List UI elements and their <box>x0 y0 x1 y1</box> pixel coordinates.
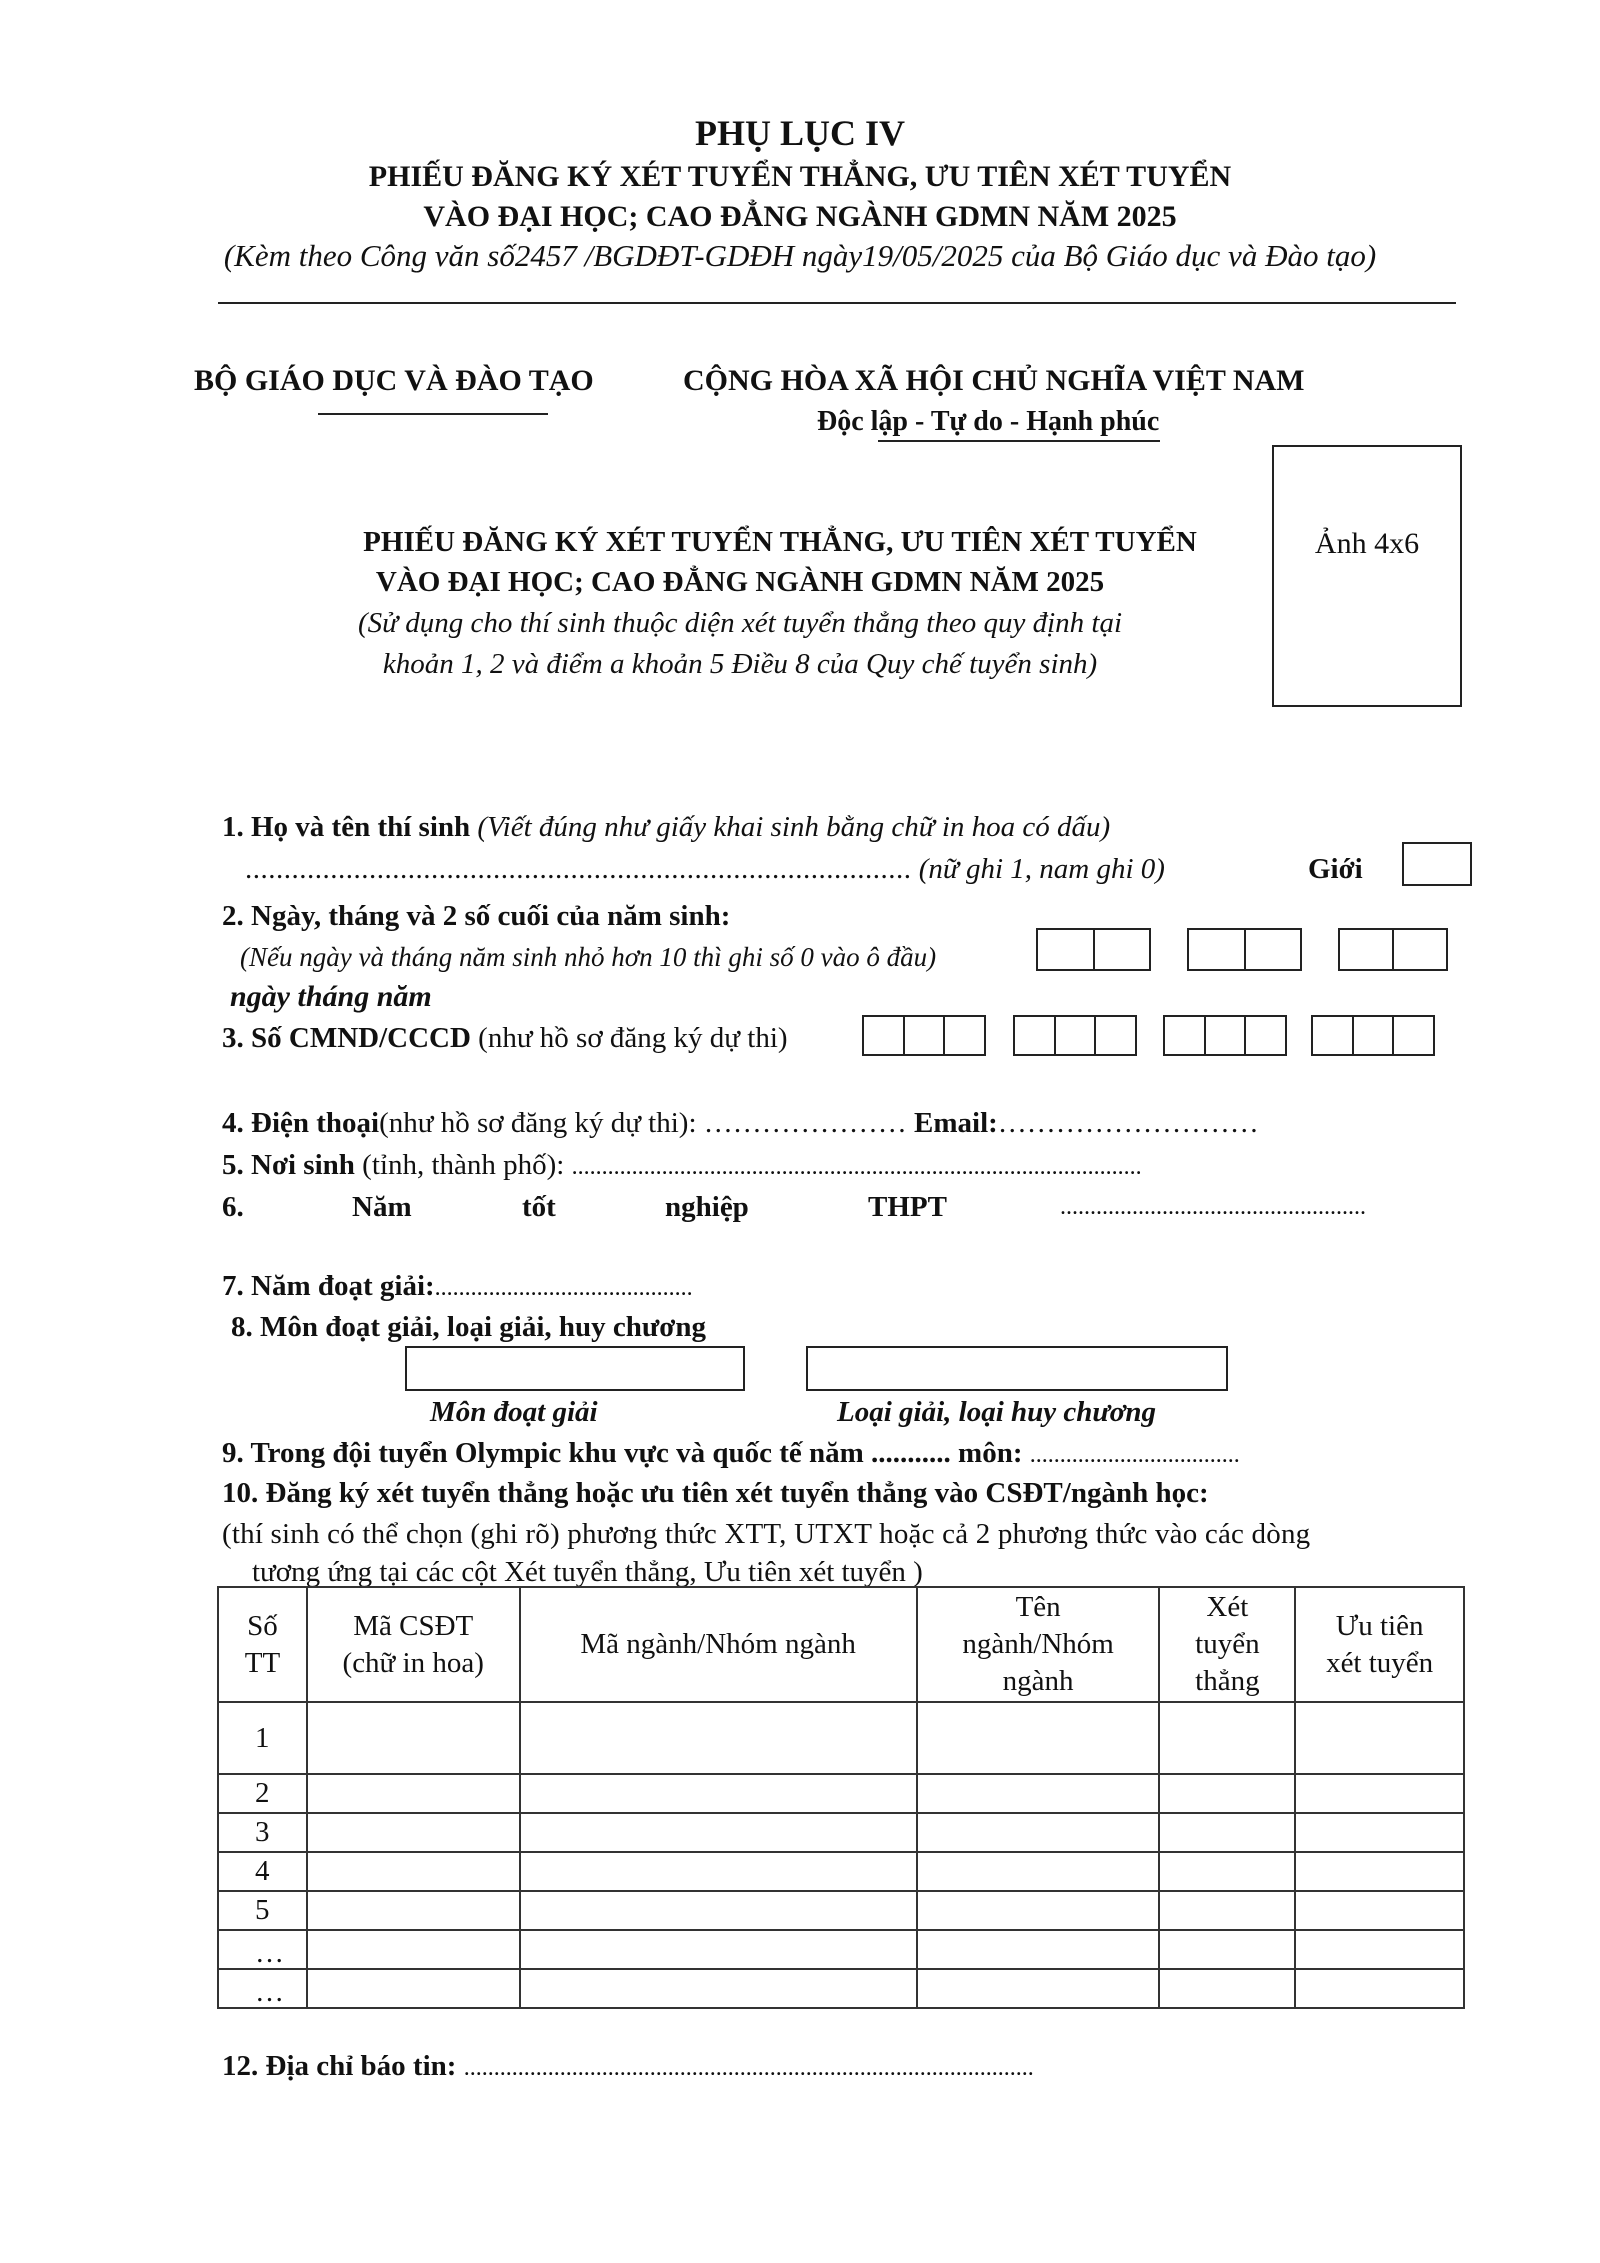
cell-direct-admission[interactable] <box>1159 1969 1295 2008</box>
ministry-underline <box>318 413 548 415</box>
field-4-label: 4. Điện thoại <box>222 1107 380 1139</box>
appendix-title: PHỤ LỤC IV <box>694 113 905 153</box>
gender-label: Giới <box>1308 853 1363 885</box>
table-row <box>218 1774 1464 1813</box>
cell-major-code[interactable] <box>520 1930 917 1969</box>
cell-direct-admission[interactable] <box>1159 1813 1295 1852</box>
field-6-number: 6. <box>222 1191 244 1223</box>
cell-major-name[interactable] <box>917 1813 1160 1852</box>
id-boxes-group-1[interactable] <box>862 1015 986 1056</box>
cell-major-code[interactable] <box>520 1852 917 1891</box>
cell-major-code[interactable] <box>520 1891 917 1930</box>
cell-priority-admission[interactable] <box>1295 1891 1464 1930</box>
cell-school-code[interactable] <box>307 1852 520 1891</box>
cell-direct-admission[interactable] <box>1159 1891 1295 1930</box>
gender-hint: (nữ ghi 1, nam ghi 0) <box>918 853 1165 885</box>
table-row <box>218 1813 1464 1852</box>
registration-table <box>217 1586 1465 2009</box>
cell-priority-admission[interactable] <box>1295 1852 1464 1891</box>
field-9-row <box>222 1437 1240 1470</box>
birth-day-boxes[interactable] <box>1036 928 1151 971</box>
cell-direct-admission[interactable] <box>1159 1774 1295 1813</box>
col-header-direct-admission: Xét tuyển thẳng <box>1159 1587 1295 1702</box>
olympic-year-input[interactable]: ........... <box>871 1437 951 1469</box>
field-5-label: 5. Nơi sinh <box>222 1149 355 1181</box>
award-year-input[interactable]: ........................................... <box>434 1275 693 1301</box>
notification-address-input[interactable]: ............................................................................................... <box>463 2055 1034 2081</box>
table-header-row <box>218 1587 1464 1702</box>
birthplace-input[interactable]: ............................................................................................... <box>571 1154 1142 1180</box>
table-row <box>218 1702 1464 1774</box>
field-6-word-1: Năm <box>352 1191 412 1223</box>
cell-school-code[interactable] <box>307 1969 520 2008</box>
appendix-reference: (Kèm theo Công văn số2457 /BGDĐT-GDĐH ngày19/05/2025 của Bộ Giáo dục và Đào tạo) <box>223 238 1377 273</box>
row-index: 3 <box>218 1813 307 1852</box>
col-header-major-name: Tên ngành/Nhóm ngành <box>917 1587 1160 1702</box>
row-index: 4 <box>218 1852 307 1891</box>
award-subject-caption: Môn đoạt giải <box>430 1396 598 1428</box>
field-2-label: 2. Ngày, tháng và 2 số cuối của năm sinh: <box>222 900 731 932</box>
cell-major-code[interactable] <box>520 1813 917 1852</box>
row-index: 2 <box>218 1774 307 1813</box>
row-index: … <box>218 1930 307 1969</box>
id-boxes-group-4[interactable] <box>1311 1015 1435 1056</box>
field-5-row <box>222 1149 1142 1182</box>
col-header-index: Số TT <box>218 1587 307 1702</box>
cell-school-code[interactable] <box>307 1774 520 1813</box>
email-input[interactable]: ……………………… <box>997 1107 1259 1139</box>
form-note-line2: khoản 1, 2 và điểm a khoản 5 Điều 8 của Quy chế tuyển sinh) <box>382 648 1098 680</box>
field-5-hint: (tỉnh, thành phố): <box>362 1149 565 1181</box>
republic-name: CỘNG HÒA XÃ HỘI CHỦ NGHĨA VIỆT NAM <box>683 364 1305 397</box>
field-4-hint: (như hồ sơ đăng ký dự thi): <box>379 1107 697 1139</box>
appendix-heading-line2: VÀO ĐẠI HỌC; CAO ĐẲNG NGÀNH GDMN NĂM 2025 <box>423 200 1177 233</box>
table-row <box>218 1891 1464 1930</box>
cell-direct-admission[interactable] <box>1159 1930 1295 1969</box>
field-1-input-row <box>245 853 1165 886</box>
cell-direct-admission[interactable] <box>1159 1852 1295 1891</box>
award-type-caption: Loại giải, loại huy chương <box>837 1396 1156 1428</box>
graduation-year-input[interactable]: ................................................... <box>1060 1194 1366 1220</box>
cell-major-name[interactable] <box>917 1774 1160 1813</box>
col-header-priority-admission: Ưu tiên xét tuyển <box>1295 1587 1464 1702</box>
field-10-note-line2: tương ứng tại các cột Xét tuyển thẳng, Ưu tiên xét tuyển ) <box>252 1556 923 1588</box>
table-row <box>218 1852 1464 1891</box>
award-subject-box[interactable] <box>405 1346 745 1391</box>
table-row <box>218 1969 1464 2008</box>
appendix-heading-line1: PHIẾU ĐĂNG KÝ XÉT TUYỂN THẲNG, ƯU TIÊN XÉT TUYỂN <box>368 160 1232 193</box>
photo-box[interactable] <box>1272 445 1462 707</box>
motto-underline <box>878 440 1160 442</box>
phone-input[interactable]: ………………… <box>703 1107 907 1139</box>
col-header-major-code: Mã ngành/Nhóm ngành <box>520 1587 917 1702</box>
field-1-row <box>222 811 1110 844</box>
field-12-row <box>222 2050 1034 2083</box>
row-index: 5 <box>218 1891 307 1930</box>
photo-label: Ảnh 4x6 <box>1314 527 1420 560</box>
cell-priority-admission[interactable] <box>1295 1774 1464 1813</box>
field-3-label: 3. Số CMND/CCCD <box>222 1022 471 1054</box>
field-9-subject-label: môn: <box>958 1437 1023 1469</box>
field-3-row <box>222 1022 788 1055</box>
birth-year-boxes[interactable] <box>1338 928 1448 971</box>
col-header-school-code: Mã CSĐT (chữ in hoa) <box>307 1587 520 1702</box>
cell-major-name[interactable] <box>917 1969 1160 2008</box>
gender-box[interactable] <box>1402 842 1472 886</box>
cell-major-name[interactable] <box>917 1930 1160 1969</box>
field-2-sub-label: ngày tháng năm <box>230 980 432 1013</box>
field-6-word-4: THPT <box>868 1191 947 1223</box>
id-boxes-group-2[interactable] <box>1013 1015 1137 1056</box>
cell-direct-admission[interactable] <box>1159 1702 1295 1774</box>
id-boxes-group-3[interactable] <box>1163 1015 1287 1056</box>
cell-priority-admission[interactable] <box>1295 1813 1464 1852</box>
header-divider <box>218 302 1456 304</box>
field-12-label: 12. Địa chỉ báo tin: <box>222 2050 457 2082</box>
cell-major-name[interactable] <box>917 1702 1160 1774</box>
field-10-label: 10. Đăng ký xét tuyển thẳng hoặc ưu tiên xét tuyển thẳng vào CSĐT/ngành học: <box>222 1477 1209 1509</box>
field-3-hint: (như hồ sơ đăng ký dự thi) <box>478 1022 788 1054</box>
field-1-hint: (Viết đúng như giấy khai sinh bằng chữ in hoa có dấu) <box>477 811 1111 843</box>
email-label: Email: <box>914 1107 998 1139</box>
form-note-line1: (Sử dụng cho thí sinh thuộc diện xét tuyển thẳng theo quy định tại <box>357 607 1123 639</box>
full-name-input[interactable]: ...................................................................................... <box>245 853 912 885</box>
field-7-row <box>222 1270 693 1303</box>
form-title-line1: PHIẾU ĐĂNG KÝ XÉT TUYỂN THẲNG, ƯU TIÊN XÉT TUYỂN <box>363 526 1197 558</box>
cell-major-code[interactable] <box>520 1969 917 2008</box>
cell-priority-admission[interactable] <box>1295 1969 1464 2008</box>
field-1-label: 1. Họ và tên thí sinh <box>222 811 471 843</box>
row-index: … <box>218 1969 307 2008</box>
field-10-note-line1: (thí sinh có thể chọn (ghi rõ) phương thức XTT, UTXT hoặc cả 2 phương thức vào các dòng <box>222 1518 1311 1550</box>
cell-school-code[interactable] <box>307 1813 520 1852</box>
field-6-word-2: tốt <box>522 1191 556 1223</box>
cell-school-code[interactable] <box>307 1702 520 1774</box>
award-type-box[interactable] <box>806 1346 1228 1391</box>
cell-major-name[interactable] <box>917 1852 1160 1891</box>
field-2-hint: (Nếu ngày và tháng năm sinh nhỏ hơn 10 thì ghi số 0 vào ô đầu) <box>240 942 937 972</box>
table-row <box>218 1930 1464 1969</box>
cell-major-code[interactable] <box>520 1702 917 1774</box>
form-title-line2: VÀO ĐẠI HỌC; CAO ĐẲNG NGÀNH GDMN NĂM 2025 <box>375 566 1105 598</box>
cell-priority-admission[interactable] <box>1295 1930 1464 1969</box>
cell-school-code[interactable] <box>307 1930 520 1969</box>
ministry-name: BỘ GIÁO DỤC VÀ ĐÀO TẠO <box>194 364 594 397</box>
cell-major-code[interactable] <box>520 1774 917 1813</box>
field-6-word-3: nghiệp <box>665 1191 749 1223</box>
cell-school-code[interactable] <box>307 1891 520 1930</box>
olympic-subject-input[interactable]: ................................... <box>1029 1442 1240 1468</box>
field-7-label: 7. Năm đoạt giải: <box>222 1270 435 1302</box>
cell-priority-admission[interactable] <box>1295 1702 1464 1774</box>
field-4-row <box>222 1107 1259 1140</box>
field-9-label: 9. Trong đội tuyển Olympic khu vực và quốc tế năm <box>222 1437 864 1469</box>
cell-major-name[interactable] <box>917 1891 1160 1930</box>
field-8-label: 8. Môn đoạt giải, loại giải, huy chương <box>231 1311 706 1343</box>
birth-month-boxes[interactable] <box>1187 928 1302 971</box>
national-motto: Độc lập - Tự do - Hạnh phúc <box>817 406 1160 437</box>
row-index: 1 <box>218 1702 307 1774</box>
